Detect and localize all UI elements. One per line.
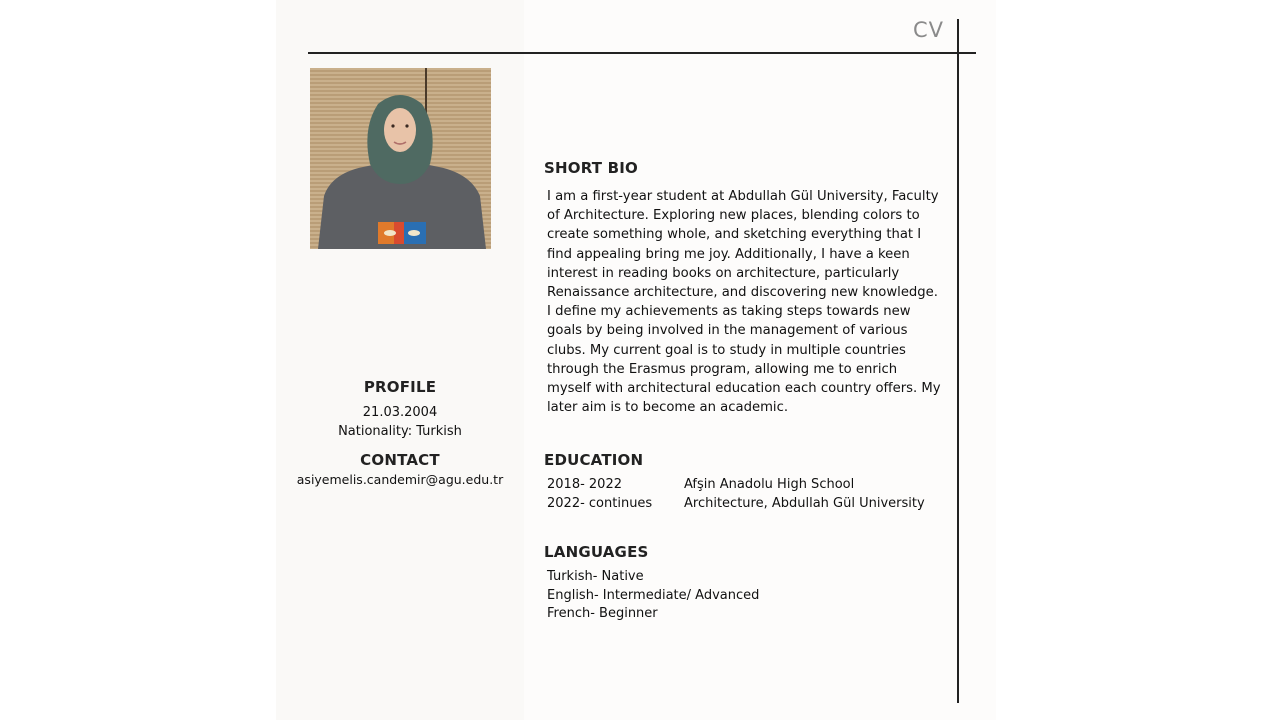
birth-date: 21.03.2004: [362, 405, 438, 420]
education-institution: Afşin Anadolu High School: [684, 477, 855, 492]
education-heading: EDUCATION: [544, 451, 644, 469]
language-item: Turkish- Native: [547, 569, 644, 584]
contact-heading: CONTACT: [360, 451, 440, 469]
education-institution: Architecture, Abdullah Gül University: [684, 496, 925, 511]
vertical-rule: [957, 19, 959, 703]
nationality: Nationality: Turkish: [338, 424, 462, 439]
cv-label: CV: [912, 18, 944, 42]
profile-photo: [310, 68, 491, 249]
languages-heading: LANGUAGES: [544, 543, 649, 561]
education-period: 2018- 2022: [547, 477, 622, 492]
language-item: French- Beginner: [547, 606, 658, 621]
education-period: 2022- continues: [547, 496, 653, 511]
short-bio-text: I am a first-year student at Abdullah Gül University, Faculty of Architecture. Exploring new places, blending colors to create something whole, and sketching everything that I find appealing bring me joy. Additionally, I have a keen interest in reading books on architecture, particularly Renaissance architecture, and discovering new knowledge. I define my achievements as taking steps towards new goals by being involved in the management of various clubs. My current goal is to study in multiple countries through the Erasmus program, allowing me to enrich myself with architectural education each country offers. My later aim is to become an academic.: [547, 189, 941, 416]
short-bio-heading: SHORT BIO: [544, 159, 639, 177]
contact-email[interactable]: asiyemelis.candemir@agu.edu.tr: [296, 472, 504, 487]
profile-heading: PROFILE: [363, 378, 437, 396]
header-rule: [308, 52, 976, 54]
language-item: English- Intermediate/ Advanced: [547, 588, 760, 603]
